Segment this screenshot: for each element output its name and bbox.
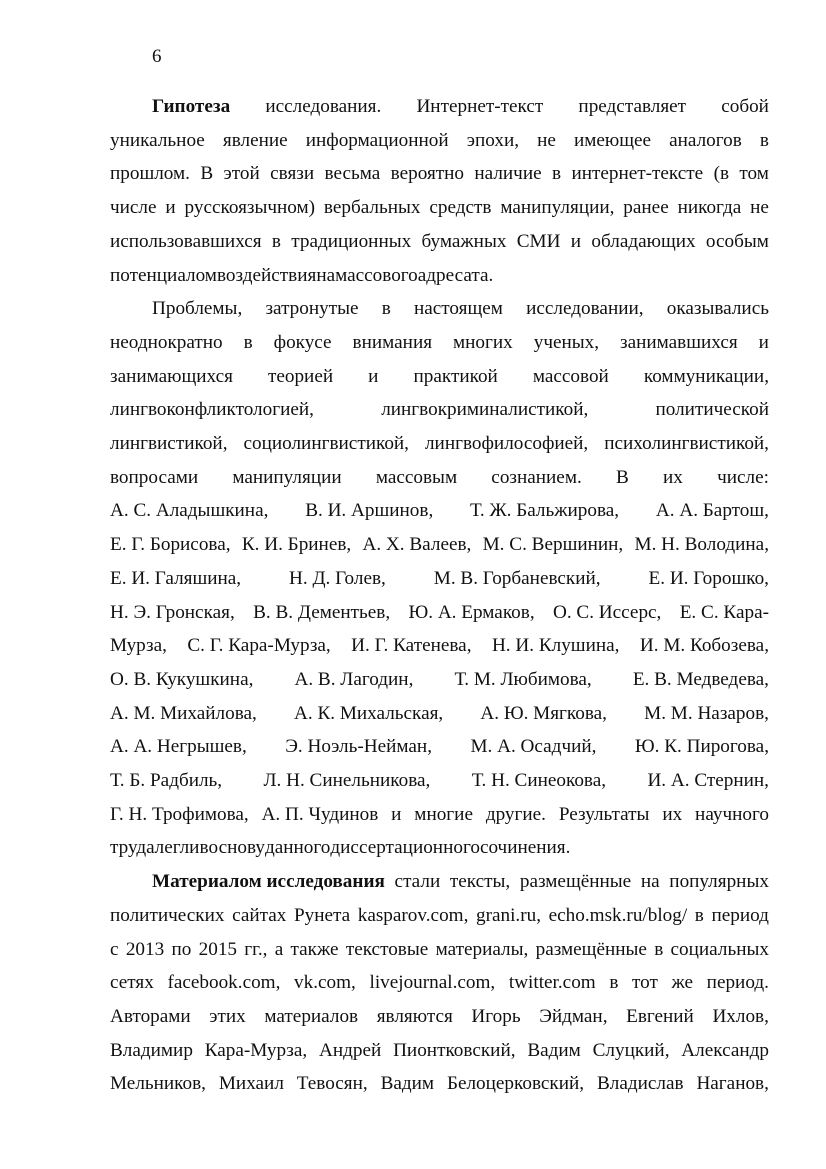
word: же — [671, 972, 694, 994]
word: политических — [110, 904, 225, 926]
word: являются — [376, 1005, 453, 1027]
word: А. К. Михальская, — [294, 702, 444, 724]
word: другие. — [485, 803, 546, 825]
text-line — [110, 191, 769, 225]
word: livejournal.com, — [369, 972, 496, 994]
text-line — [110, 1067, 769, 1101]
text-line — [110, 494, 769, 528]
word: Т. Н. Синеокова, — [471, 770, 607, 792]
word: Т. Ж. Бальжирова, — [470, 500, 620, 522]
word: теорией — [267, 365, 334, 387]
word: социальных — [670, 938, 769, 960]
word: Э. Ноэль-Нейман, — [285, 736, 433, 758]
word: диссертационного — [330, 837, 480, 859]
paragraph-lead-bold: Гипотеза — [152, 96, 231, 117]
word: исследования. — [265, 96, 382, 117]
word: оказывались — [666, 298, 769, 320]
word: Т. Б. Радбиль, — [110, 770, 223, 792]
text-line — [110, 124, 769, 158]
word: Интернет-текст — [416, 96, 544, 117]
word: лингвоконфликтологией, — [110, 399, 314, 421]
word: М. С. Вершинин, — [482, 534, 624, 556]
word: массовой — [532, 365, 609, 387]
word: материалы, — [435, 938, 529, 960]
text-line — [110, 629, 769, 663]
word: на — [316, 264, 336, 286]
word: средств — [429, 197, 492, 219]
word: в — [381, 298, 391, 320]
word: и — [758, 331, 769, 353]
word: их — [662, 466, 683, 488]
word: числе: — [717, 466, 769, 488]
word: В — [200, 163, 214, 185]
word: С. Г. Кара-Мурза, — [187, 635, 331, 657]
word: период — [711, 904, 769, 926]
word: Н. И. Клушина, — [491, 635, 620, 657]
word: О. В. Кукушкина, — [110, 668, 254, 690]
word: и — [368, 365, 379, 387]
text-line — [110, 596, 769, 630]
paragraph-problems — [110, 292, 769, 865]
text-line — [110, 225, 769, 259]
word: том — [739, 163, 769, 185]
word: с — [110, 938, 119, 960]
text-line — [110, 259, 769, 293]
word: прошлом. — [110, 163, 190, 185]
word: также — [290, 938, 339, 960]
word: психолингвистикой, — [604, 433, 769, 455]
word: Результаты — [558, 803, 650, 825]
word: в — [243, 331, 253, 353]
word: А. С. Аладышкина, — [110, 500, 269, 522]
word: Е. Г. Борисова, — [110, 534, 231, 556]
word: Владислав — [596, 1073, 684, 1095]
word: Проблемы, — [152, 298, 243, 320]
word: в — [694, 904, 704, 926]
word: политической — [655, 399, 769, 421]
word: явление — [222, 129, 288, 151]
word: тексты, — [449, 871, 511, 893]
word: Мельников, — [110, 1073, 206, 1095]
word: русскоязычном) — [184, 197, 316, 219]
word: Ихлов, — [712, 1005, 769, 1027]
word: гг., — [244, 938, 268, 960]
word: манипуляции, — [500, 197, 615, 219]
word: собой — [721, 96, 769, 117]
word: этой — [223, 163, 260, 185]
word: по — [171, 938, 192, 960]
word: аналогов — [669, 129, 742, 151]
word: размещённые — [535, 938, 647, 960]
word: весьма — [324, 163, 381, 185]
word: Евгений — [626, 1005, 694, 1027]
word: настоящем — [414, 298, 503, 320]
text-line — [110, 528, 769, 562]
word: лингвофилософией, — [424, 433, 589, 455]
word: М. Н. Володина, — [634, 534, 769, 556]
word: социолингвистикой, — [243, 433, 409, 455]
paragraph-hypothesis — [110, 90, 769, 292]
word: в — [654, 938, 664, 960]
word: их — [662, 803, 683, 825]
word: А. Х. Валеев, — [362, 534, 472, 556]
text-line — [110, 393, 769, 427]
text-line — [110, 730, 769, 764]
word: вероятно — [390, 163, 465, 185]
word: на — [640, 871, 660, 893]
word: Е. В. Медведева, — [632, 668, 769, 690]
word: 2015 — [198, 938, 237, 960]
word: Эйдман, — [539, 1005, 608, 1027]
word: а — [274, 938, 284, 960]
word: затронутые — [265, 298, 359, 320]
word: Владимир — [110, 1039, 193, 1061]
text-line — [110, 831, 769, 865]
word: в — [609, 972, 619, 994]
word: Вадим — [527, 1039, 581, 1061]
word: материалов — [264, 1005, 359, 1027]
word: Т. М. Любимова, — [454, 668, 592, 690]
word: тот — [632, 972, 658, 994]
word: К. И. Бринев, — [241, 534, 352, 556]
word: Е. И. Горошко, — [648, 567, 769, 589]
word: сознанием. — [491, 466, 582, 488]
word: имеющее — [573, 129, 652, 151]
word: манипуляции — [232, 466, 342, 488]
word: Л. Н. Синельникова, — [263, 770, 431, 792]
word: занимавшихся — [620, 331, 738, 353]
word: Авторами — [110, 1005, 191, 1027]
word: многих — [453, 331, 513, 353]
word: этих — [209, 1005, 246, 1027]
word: Вадим — [380, 1073, 435, 1095]
page-number: 6 — [152, 46, 162, 67]
text-line — [110, 663, 769, 697]
word: исследовании, — [526, 298, 644, 320]
text-line — [110, 697, 769, 731]
word: Михаил — [218, 1073, 284, 1095]
word: наличие — [474, 163, 542, 185]
word: И. Г. Катенева, — [351, 635, 472, 657]
word: А. В. Лагодин, — [294, 668, 414, 690]
word: (в — [713, 163, 730, 185]
word: стали — [394, 871, 441, 893]
word: эпохи, — [466, 129, 520, 151]
word: популярных — [669, 871, 769, 893]
text-line — [110, 562, 769, 596]
word: Слуцкий, — [592, 1039, 670, 1061]
word: О. С. Иссерс, — [552, 601, 662, 623]
word: СМИ — [516, 230, 561, 252]
word: и — [391, 803, 402, 825]
word: Рунета — [293, 904, 351, 926]
word: не — [537, 129, 556, 151]
word: Ю. А. Ермаков, — [408, 601, 535, 623]
word: вербальных — [323, 197, 421, 219]
word: связи — [270, 163, 315, 185]
word: неоднократно — [110, 331, 223, 353]
word: воздействия — [216, 264, 317, 286]
word: занимающихся — [110, 365, 233, 387]
word: facebook.com, — [167, 972, 281, 994]
word: Ю. К. Пирогова, — [634, 736, 769, 758]
word: бумажных — [421, 230, 507, 252]
word: kasparov.com, — [357, 904, 469, 926]
word: ученых, — [533, 331, 600, 353]
word: А. А. Бартош, — [655, 500, 769, 522]
word: труда — [110, 837, 155, 859]
text-line — [110, 865, 769, 899]
paragraph-material — [110, 865, 769, 1101]
word: сочинения. — [479, 837, 571, 859]
word: числе — [110, 197, 157, 219]
word: в — [759, 129, 769, 151]
word: Александр — [681, 1039, 769, 1061]
text-line — [110, 1034, 769, 1068]
text-line — [110, 157, 769, 191]
word: потенциалом — [110, 264, 217, 286]
word: фокусе — [273, 331, 332, 353]
word: А. П. Чудинов — [261, 803, 379, 825]
word: легли — [154, 837, 200, 859]
word: А. Ю. Мягкова, — [480, 702, 607, 724]
word: в — [552, 163, 562, 185]
text-line — [110, 966, 769, 1000]
word: В. В. Дементьев, — [253, 601, 391, 623]
word: особым — [705, 230, 769, 252]
word: А. А. Негрышев, — [110, 736, 247, 758]
text-line — [110, 90, 769, 124]
word: адресата. — [417, 264, 494, 286]
word: 2013 — [125, 938, 165, 960]
word: Белоцерковский, — [446, 1073, 585, 1095]
text-line — [110, 292, 769, 326]
word: лингвокриминалистикой, — [381, 399, 589, 421]
word: М. М. Назаров, — [644, 702, 769, 724]
word: Е. И. Галяшина, — [110, 567, 242, 589]
word: уникальное — [110, 129, 205, 151]
text-line — [110, 326, 769, 360]
word: и — [570, 230, 582, 252]
word: ранее — [623, 197, 669, 219]
word: многие — [414, 803, 473, 825]
word: в — [271, 230, 281, 252]
word: И. М. Кобозева, — [639, 635, 769, 657]
word: массовым — [375, 466, 458, 488]
word: Андрей — [319, 1039, 382, 1061]
word: echo.msk.ru/blog/ — [548, 904, 688, 926]
word: представляет — [578, 96, 687, 117]
word: И. А. Стернин, — [647, 770, 769, 792]
word: Мурза, — [110, 635, 167, 657]
word: информационной — [305, 129, 449, 151]
text-line — [110, 461, 769, 495]
word: традиционных — [291, 230, 412, 252]
word: Кара-Мурза, — [204, 1039, 308, 1061]
word: М. А. Осадчий, — [470, 736, 597, 758]
word: Наганов, — [696, 1073, 769, 1095]
word: и — [165, 197, 176, 219]
word: научного — [695, 803, 769, 825]
word: массового — [335, 264, 418, 286]
word: grani.ru, — [476, 904, 542, 926]
text-line — [110, 899, 769, 933]
word: Е. С. Кара- — [679, 601, 769, 623]
word: Игорь — [471, 1005, 521, 1027]
word: внимания — [352, 331, 433, 353]
word: сайтах — [232, 904, 287, 926]
paragraph-lead-bold: Материалом исследования — [152, 871, 385, 893]
word: В — [615, 466, 629, 488]
word: М. В. Горбаневский, — [433, 567, 601, 589]
word: вопросами — [110, 466, 199, 488]
word: Тевосян, — [296, 1073, 368, 1095]
paragraph-list — [110, 90, 769, 1101]
word: размещённые — [519, 871, 632, 893]
text-line — [110, 1000, 769, 1034]
text-line — [110, 764, 769, 798]
word: не — [750, 197, 769, 219]
word: никогда — [677, 197, 742, 219]
document-body — [110, 90, 769, 1101]
word: основу — [208, 837, 265, 859]
word: Пионтковский, — [393, 1039, 516, 1061]
text-line — [110, 360, 769, 394]
word: Н. Э. Гронская, — [110, 601, 235, 623]
word: В. И. Аршинов, — [305, 500, 434, 522]
word: А. М. Михайлова, — [110, 702, 257, 724]
word: текстовые — [345, 938, 429, 960]
word: Г. Н. Трофимова, — [110, 803, 249, 825]
text-line — [110, 427, 769, 461]
text-line — [110, 798, 769, 832]
word: Н. Д. Голев, — [289, 567, 386, 589]
word: интернет-тексте — [571, 163, 704, 185]
word: использовавшихся — [110, 230, 262, 252]
word: twitter.com — [508, 972, 596, 994]
word: практикой — [413, 365, 498, 387]
word: лингвистикой, — [110, 433, 228, 455]
word: обладающих — [591, 230, 696, 252]
word: период. — [706, 972, 769, 994]
text-line — [110, 933, 769, 967]
word: vk.com, — [294, 972, 356, 994]
word: в — [199, 837, 209, 859]
word: коммуникации, — [643, 365, 769, 387]
word: данного — [264, 837, 331, 859]
word: сетях — [110, 972, 154, 994]
